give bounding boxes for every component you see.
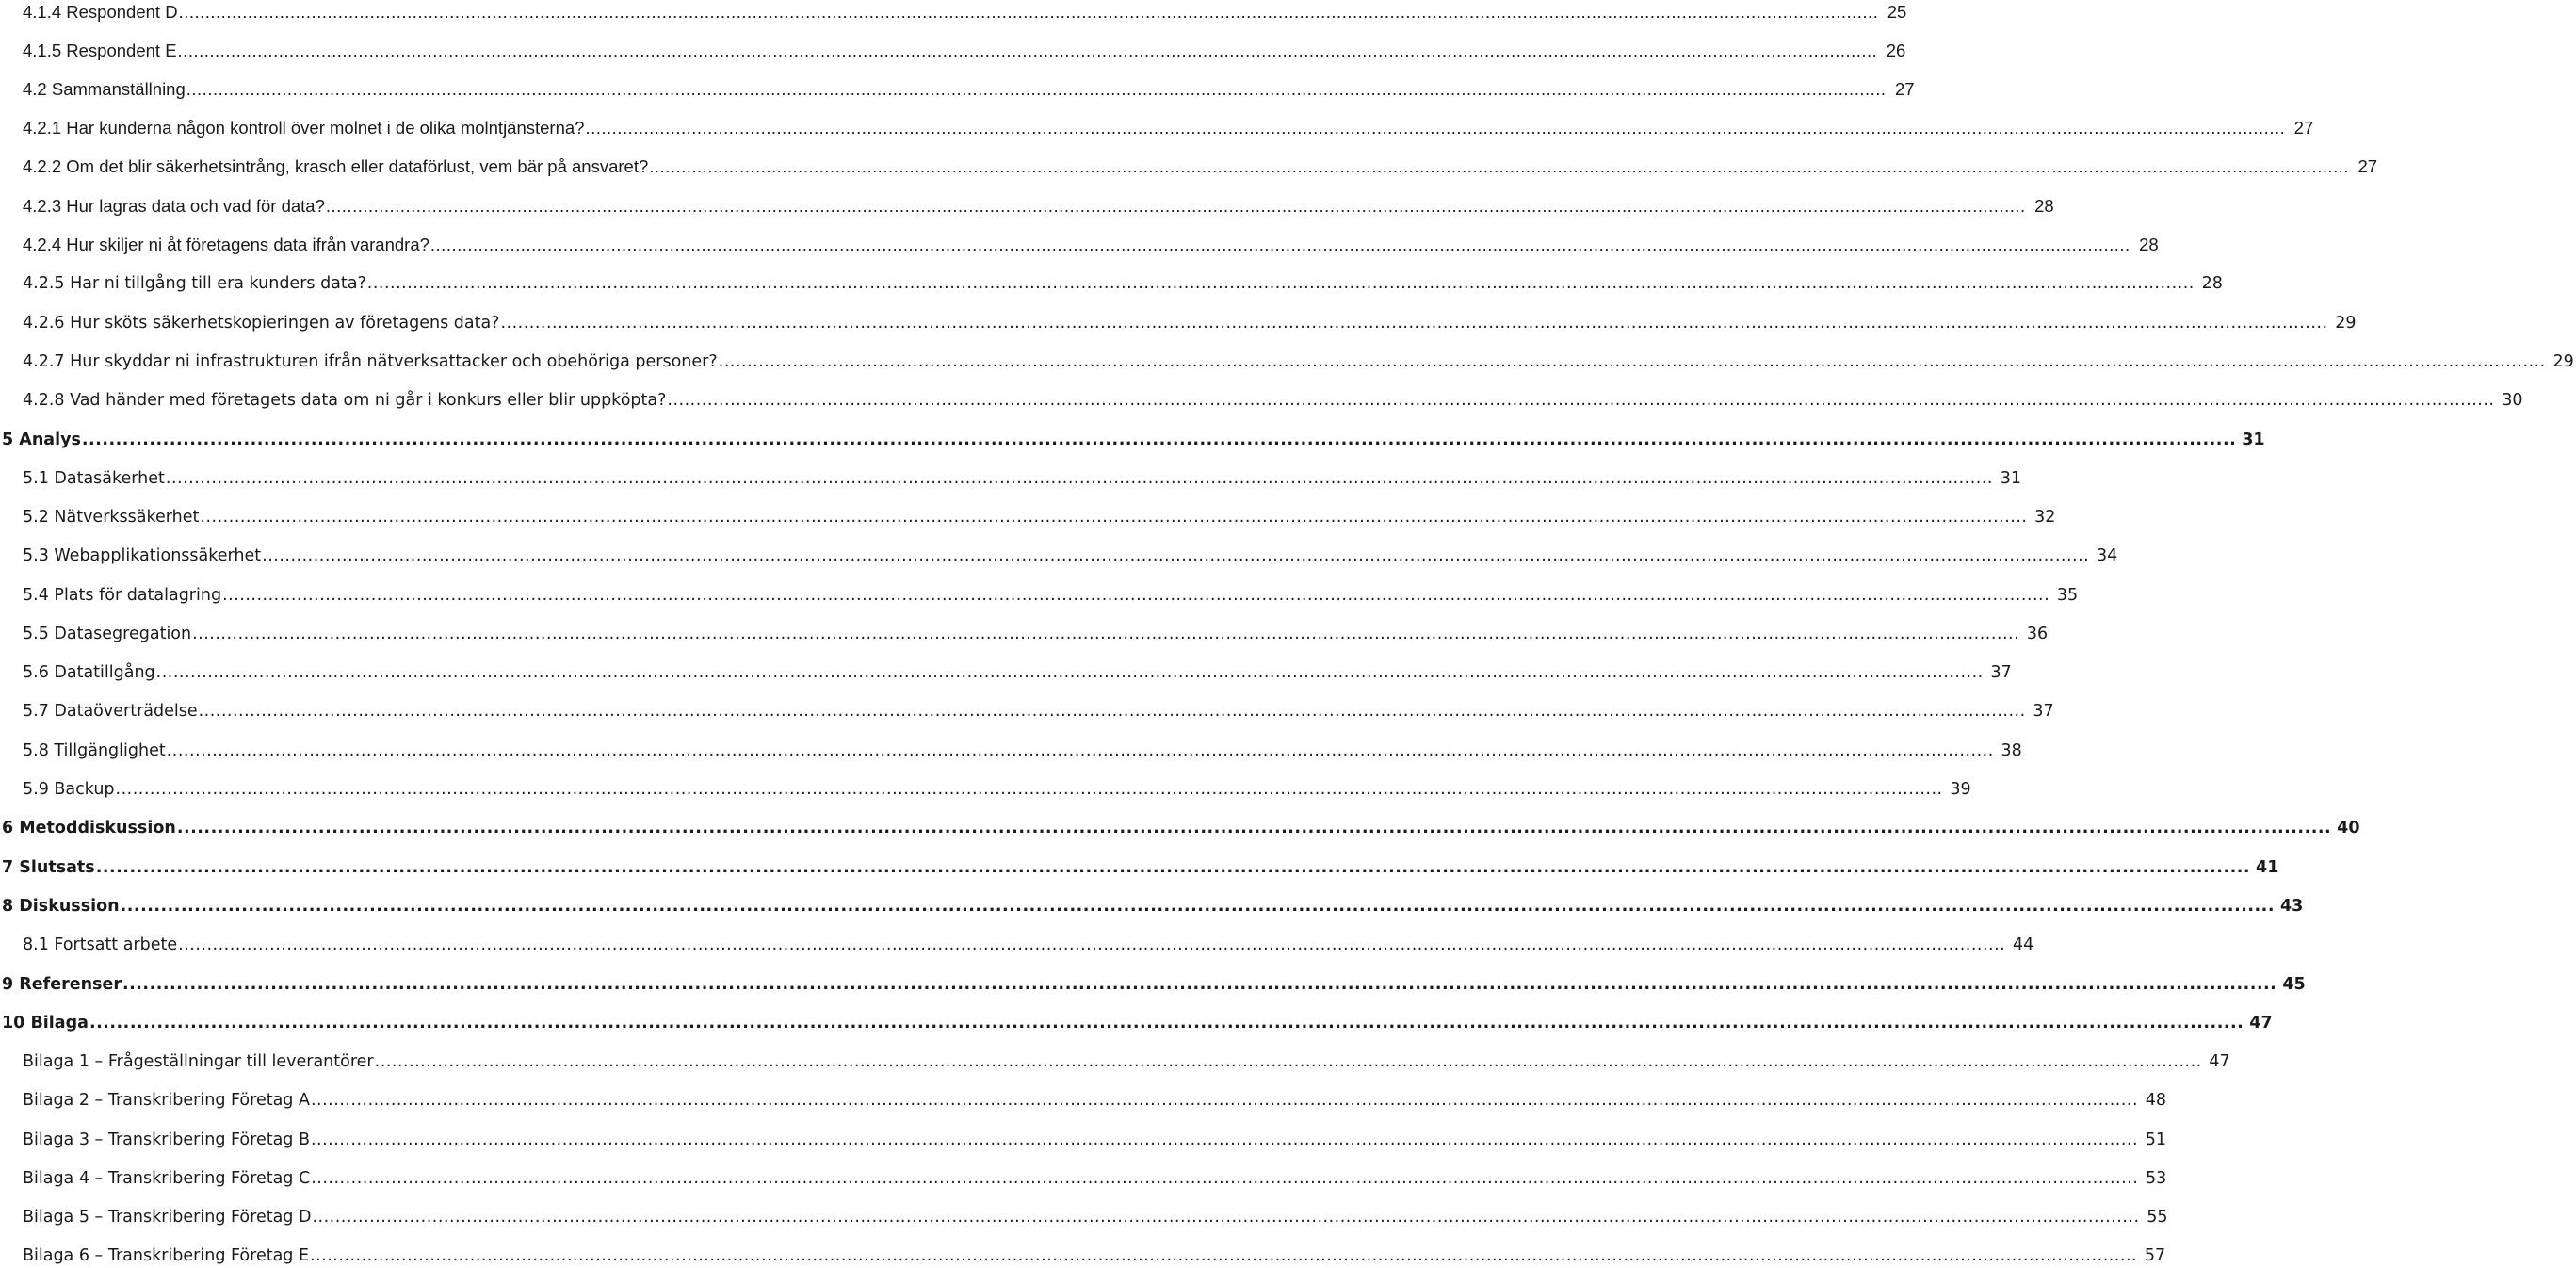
toc-entry-label: Bilaga 4 – Transkribering Företag C — [23, 1169, 311, 1188]
toc-entry-label: 4.2.7 Hur skyddar ni infrastrukturen ifrån nätverksattacker och obehöriga personer? — [23, 352, 718, 371]
dot-leader — [166, 468, 1993, 489]
toc-page-number: 28 — [2201, 274, 2223, 293]
toc-entry-label: Bilaga 1 – Frågeställningar till leverantörer — [23, 1052, 374, 1071]
toc-page-number: 40 — [2337, 819, 2360, 837]
dot-leader — [649, 156, 2349, 177]
toc-entry[interactable] — [0, 923, 2034, 955]
toc-entry[interactable] — [0, 1118, 2167, 1150]
dot-leader — [667, 390, 2494, 411]
toc-entry[interactable] — [0, 768, 1971, 800]
toc-entry-label: 4.2.5 Har ni tillgång till era kunders data? — [23, 274, 366, 293]
toc-entry-label: 5.3 Webapplikationssäkerhet — [23, 546, 262, 565]
toc-page-number: 31 — [2000, 469, 2021, 488]
toc-entry-label: 5.5 Datasegregation — [23, 625, 192, 643]
toc-entry-label: 4.2.4 Hur skiljer ni åt företagens data ifrån varandra? — [23, 235, 429, 254]
toc-entry-label: Bilaga 2 – Transkribering Företag A — [23, 1091, 310, 1110]
toc-entry[interactable] — [0, 729, 2022, 761]
dot-leader — [200, 507, 2027, 528]
dot-leader — [179, 2, 1879, 23]
toc-page-number: 57 — [2144, 1246, 2166, 1265]
toc-entry-label: Bilaga 3 – Transkribering Företag B — [23, 1130, 310, 1149]
toc-page-number: 55 — [2147, 1208, 2168, 1227]
dot-leader — [177, 818, 2331, 838]
toc-entry-label: 4.2 Sammanställning — [23, 79, 186, 99]
toc-entry[interactable] — [0, 1234, 2166, 1266]
dot-leader — [199, 701, 2026, 722]
toc-page-number: 30 — [2502, 391, 2523, 410]
toc-entry-label: 10 Bilaga — [2, 1014, 89, 1032]
toc-entry[interactable] — [0, 885, 2304, 917]
dot-leader — [312, 1207, 2139, 1227]
toc-entry-label: 5.2 Nätverkssäkerhet — [23, 508, 200, 527]
toc-page-number: 31 — [2242, 431, 2265, 449]
toc-page-number: 51 — [2145, 1130, 2167, 1149]
toc-entry[interactable] — [0, 1040, 2230, 1072]
toc-entry[interactable] — [0, 846, 2279, 878]
toc-entry-label: 4.1.5 Respondent E — [23, 41, 177, 60]
toc-entry[interactable] — [0, 690, 2054, 722]
toc-entry[interactable] — [0, 1001, 2273, 1033]
dot-leader — [500, 313, 2327, 333]
toc-entry-label: Bilaga 5 – Transkribering Företag D — [23, 1208, 312, 1227]
toc-entry-label: 7 Slutsats — [2, 858, 95, 877]
toc-entry[interactable] — [0, 379, 2523, 411]
dot-leader — [89, 1013, 2244, 1033]
toc-page-number: 41 — [2256, 858, 2279, 877]
toc-entry[interactable] — [0, 185, 2054, 217]
toc-entry[interactable] — [0, 1157, 2167, 1189]
toc-page-number: 27 — [2293, 118, 2314, 138]
dot-leader — [96, 857, 2250, 878]
toc-page-number: 44 — [2012, 935, 2034, 954]
toc-page-number: 39 — [1950, 780, 1971, 799]
toc-page-number: 47 — [2209, 1052, 2230, 1071]
toc-page-number: 25 — [1887, 2, 1907, 22]
dot-leader — [192, 624, 2019, 644]
toc-entry[interactable] — [0, 574, 2079, 606]
toc-entry[interactable] — [0, 418, 2265, 450]
toc-entry-label: 5 Analys — [2, 431, 81, 449]
toc-entry[interactable] — [0, 612, 2049, 644]
toc-page-number: 43 — [2279, 897, 2304, 916]
toc-entry[interactable] — [0, 262, 2223, 294]
toc-page-number: 36 — [2026, 625, 2049, 643]
toc-entry[interactable] — [0, 106, 2314, 138]
toc-entry-label: 5.4 Plats för datalagring — [23, 586, 222, 605]
dot-leader — [178, 935, 2005, 955]
toc-entry[interactable] — [0, 496, 2056, 528]
dot-leader — [178, 41, 1878, 61]
dot-leader — [167, 740, 1994, 761]
toc-entry[interactable] — [0, 301, 2357, 333]
toc-entry-label: 5.8 Tillgänglighet — [23, 741, 166, 760]
toc-entry-label: 8 Diskussion — [2, 897, 120, 916]
toc-page-number: 27 — [2357, 156, 2378, 176]
toc-page-number: 37 — [2033, 702, 2054, 721]
dot-leader — [430, 235, 2130, 255]
toc-entry-label: 5.9 Backup — [23, 780, 115, 799]
toc-entry-label: 4.2.1 Har kunderna någon kontroll över molnet i de olika molntjänsterna? — [23, 118, 585, 138]
toc-entry[interactable] — [0, 145, 2378, 177]
toc-entry-label: 5.7 Dataöverträdelse — [23, 702, 198, 721]
toc-entry[interactable] — [0, 1079, 2167, 1111]
toc-entry[interactable] — [0, 534, 2118, 566]
toc-entry[interactable] — [0, 651, 2012, 683]
dot-leader — [311, 1168, 2138, 1189]
toc-page-number: 28 — [2139, 235, 2159, 254]
toc-entry[interactable] — [0, 29, 1906, 61]
dot-leader — [122, 974, 2276, 995]
toc-entry[interactable] — [0, 0, 1907, 23]
toc-page-number: 27 — [1894, 79, 1915, 99]
toc-entry-label: 4.2.6 Hur sköts säkerhetskopieringen av företagens data? — [23, 314, 500, 333]
toc-page-number: 26 — [1886, 41, 1906, 60]
toc-entry[interactable] — [0, 223, 2159, 255]
dot-leader — [585, 118, 2285, 138]
dot-leader — [82, 430, 2236, 450]
toc-page-number: 29 — [2552, 352, 2574, 371]
toc-page-number: 53 — [2146, 1169, 2167, 1188]
toc-entry-label: 4.2.3 Hur lagras data och vad för data? — [23, 196, 325, 216]
dot-leader — [116, 779, 1943, 800]
toc-entry[interactable] — [0, 1195, 2168, 1227]
dot-leader — [311, 1130, 2138, 1150]
dot-leader — [156, 662, 1984, 683]
dot-leader — [326, 196, 2026, 217]
toc-entry-label: 5.1 Datasäkerhet — [23, 469, 165, 488]
toc-entry-label: 4.1.4 Respondent D — [23, 2, 178, 22]
toc-entry-label: 6 Metoddiskussion — [2, 819, 176, 837]
toc-entry-label: 9 Referenser — [2, 975, 122, 994]
toc-entry[interactable] — [0, 963, 2306, 995]
toc-page-number: 32 — [2034, 508, 2056, 527]
dot-leader — [367, 273, 2195, 294]
toc-entry[interactable] — [0, 68, 1915, 100]
toc-page-number: 48 — [2145, 1091, 2167, 1110]
toc-page-number: 37 — [1990, 663, 2012, 682]
toc-page-number: 45 — [2282, 975, 2306, 994]
toc-entry[interactable] — [0, 806, 2360, 838]
toc-page-number: 34 — [2096, 546, 2118, 565]
toc-entry-label: 8.1 Fortsatt arbete — [23, 935, 178, 954]
toc-entry[interactable] — [0, 340, 2574, 372]
toc-entry[interactable] — [0, 457, 2021, 489]
dot-leader — [310, 1245, 2137, 1266]
dot-leader — [186, 79, 1887, 100]
toc-entry-label: 5.6 Datatillgång — [23, 663, 155, 682]
toc-entry-label: Bilaga 6 – Transkribering Företag E — [23, 1246, 310, 1265]
toc-page-number: 47 — [2249, 1014, 2273, 1032]
toc-page-number: 35 — [2056, 586, 2079, 605]
toc-entry-label: 4.2.8 Vad händer med företagets data om ni går i konkurs eller blir uppköpta? — [23, 391, 667, 410]
dot-leader — [262, 545, 2089, 566]
toc-page-number: 29 — [2335, 314, 2357, 333]
toc-page-number: 38 — [2001, 741, 2022, 760]
toc-entry-label: 4.2.2 Om det blir säkerhetsintrång, krasch eller dataförlust, vem bär på ansvaret? — [23, 156, 649, 176]
dot-leader — [222, 585, 2049, 606]
toc-page-number: 28 — [2034, 196, 2054, 216]
dot-leader — [121, 896, 2275, 917]
dot-leader — [719, 351, 2546, 372]
dot-leader — [311, 1090, 2138, 1111]
dot-leader — [375, 1051, 2202, 1072]
